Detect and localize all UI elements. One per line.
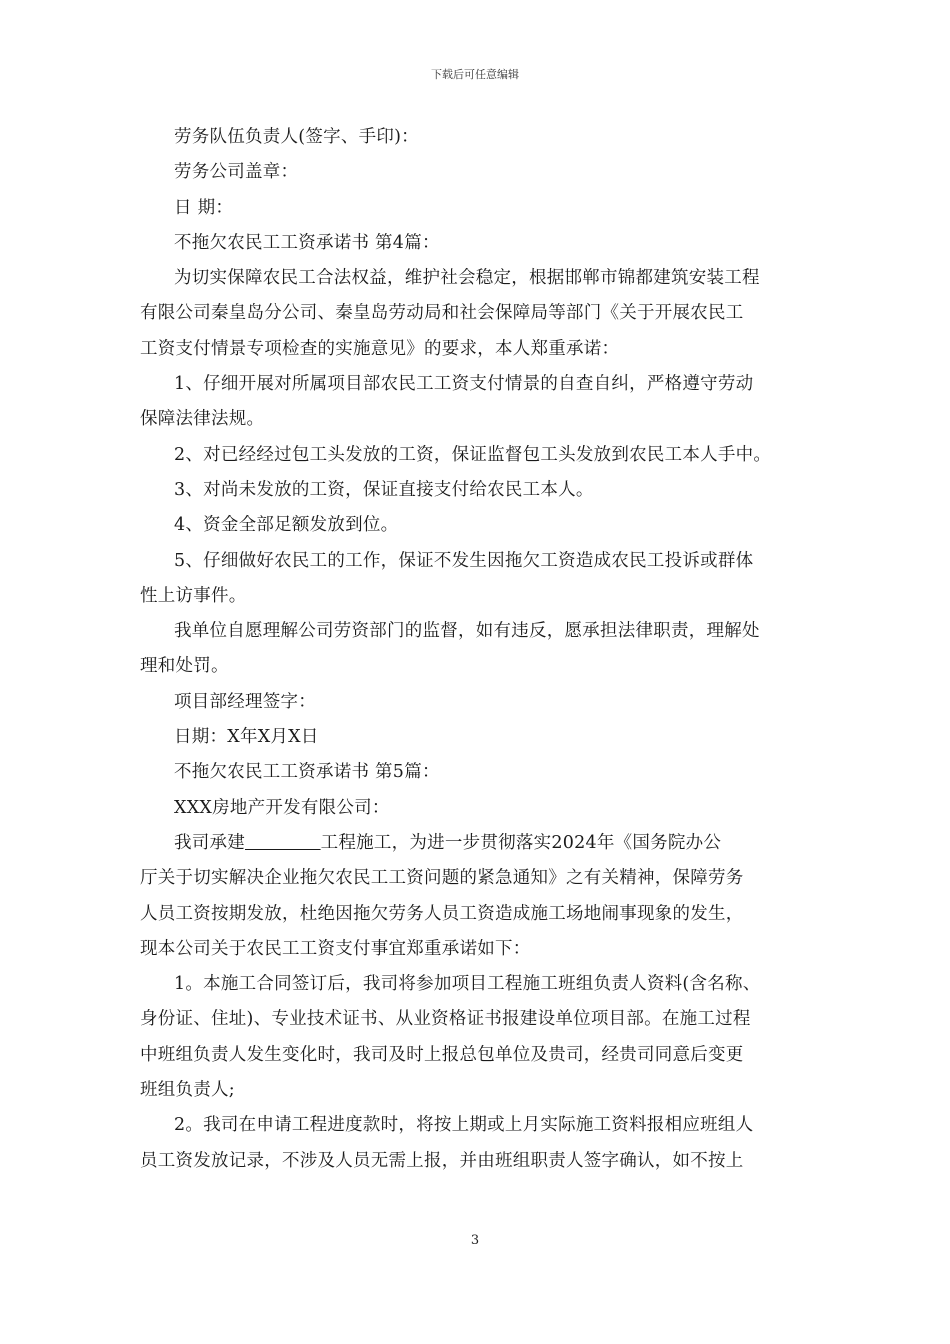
text-line: 工资支付情景专项检查的实施意见》的要求，本人郑重承诺： — [140, 338, 620, 359]
text-segment: 工程施工，为进一步贯彻落实2024年《国务院办公 — [320, 832, 722, 853]
text-line: 劳务队伍负责人(签字、手印)： — [174, 127, 419, 147]
text-line: 3、对尚未发放的工资，保证直接支付给农民工本人。 — [174, 479, 594, 500]
text-line: 1、仔细开展对所属项目部农民工工资支付情景的自查自纠，严格遵守劳动 — [174, 374, 754, 395]
text-line: 项目部经理签字： — [174, 691, 316, 712]
page-number: 3 — [470, 1233, 480, 1248]
text-line: 为切实保障农民工合法权益，维护社会稳定，根据邯郸市锦都建筑安装工程 — [174, 268, 760, 289]
text-line: 4、资金全部足额发放到位。 — [174, 515, 399, 536]
text-line: 1。本施工合同签订后，我司将参加项目工程施工班组负责人资料(含名称、 — [174, 974, 761, 995]
text-line: 厅关于切实解决企业拖欠农民工工资问题的紧急通知》之有关精神，保障劳务 — [140, 868, 744, 889]
text-line: 现本公司关于农民工工资支付事宜郑重承诺如下： — [140, 938, 531, 959]
blank-underline — [245, 833, 321, 853]
text-segment: 我司承建 — [174, 832, 245, 853]
text-line: 我单位自愿理解公司劳资部门的监督，如有违反，愿承担法律职责，理解处 — [174, 621, 760, 642]
text-line: 中班组负责人发生变化时，我司及时上报总包单位及贵司，经贵司同意后变更 — [140, 1044, 744, 1065]
text-line: 2。我司在申请工程进度款时，将按上期或上月实际施工资料报相应班组人 — [174, 1115, 754, 1136]
text-line: 身份证、住址)、专业技术证书、从业资格证书报建设单位项目部。在施工过程 — [140, 1009, 751, 1030]
section-heading: 不拖欠农民工工资承诺书 第5篇： — [174, 762, 440, 783]
text-line: 人员工资按期发放，杜绝因拖欠劳务人员工资造成施工场地闹事现象的发生， — [140, 903, 744, 924]
text-line: 日 期： — [174, 197, 234, 218]
text-line: 5、仔细做好农民工的工作，保证不发生因拖欠工资造成农民工投诉或群体 — [174, 550, 754, 571]
document-body — [140, 120, 810, 1179]
text-line — [140, 826, 810, 861]
text-line: 性上访事件。 — [140, 585, 247, 606]
section-heading: 不拖欠农民工工资承诺书 第4篇： — [174, 232, 440, 253]
text-line: 日期：X年X月X日 — [174, 727, 319, 748]
text-line: 班组负责人; — [140, 1080, 235, 1101]
text-line: 保障法律法规。 — [140, 409, 265, 430]
text-line: XXX房地产开发有限公司： — [174, 797, 390, 818]
text-line: 有限公司秦皇岛分公司、秦皇岛劳动局和社会保障局等部门《关于开展农民工 — [140, 303, 744, 324]
text-line: 2、对已经经过包工头发放的工资，保证监督包工头发放到农民工本人手中。 — [174, 444, 772, 465]
text-line: 理和处罚。 — [140, 656, 229, 677]
text-line: 员工资发放记录，不涉及人员无需上报，并由班组职责人签字确认，如不按上 — [140, 1150, 744, 1171]
page-header: 下载后可任意编辑 — [431, 68, 519, 81]
text-line: 劳务公司盖章： — [174, 162, 299, 183]
